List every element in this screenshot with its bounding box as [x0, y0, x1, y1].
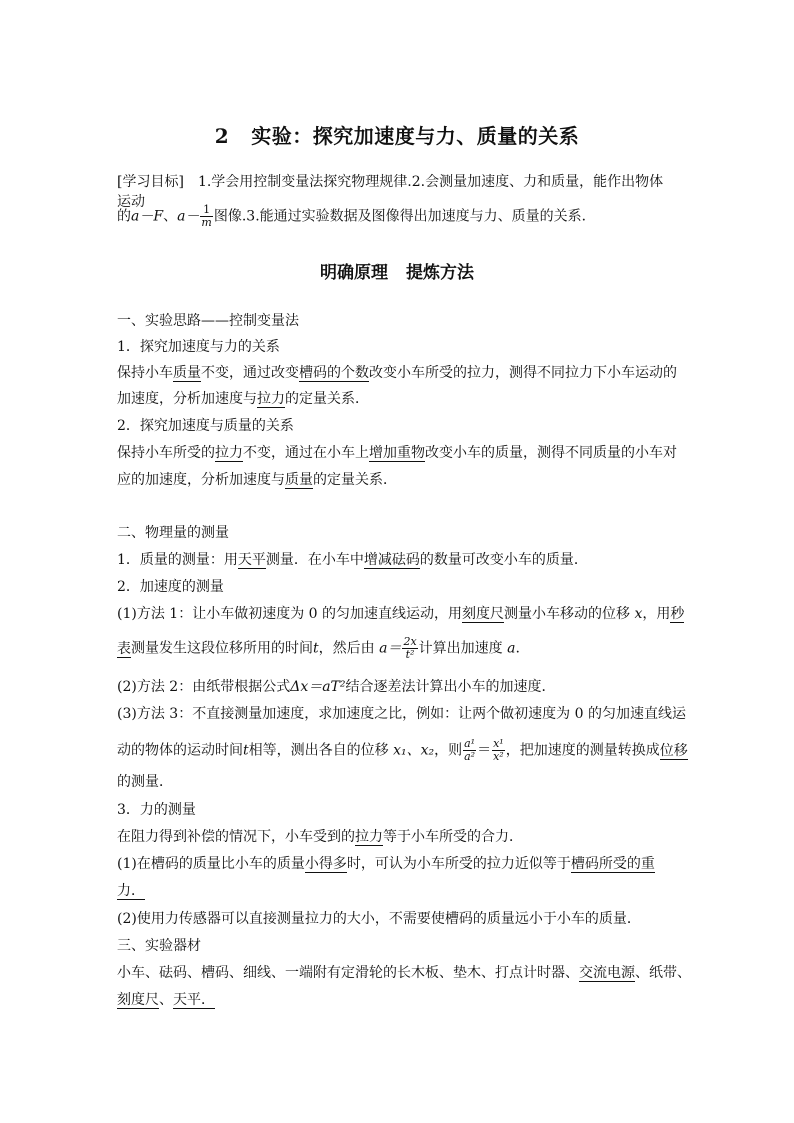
- method-1-line-1: (1)方法 1：让小车做初速度为 0 的匀加速直线运动，用刻度尺测量小车移动的位移 x，用秒: [117, 606, 685, 622]
- paragraph-line: 保持小车质量不变，通过改变槽码的个数改变小车所受的拉力，测得不同拉力下小车运动的: [117, 365, 677, 381]
- heading-equipment: 三、实验器材: [117, 938, 201, 954]
- page-title: [0, 120, 794, 149]
- heading-experiment-idea: 一、实验思路——控制变量法: [117, 313, 299, 329]
- force-item-2: (2)使用力传感器可以直接测量拉力的大小，不需要使槽码的质量远小于小车的质量．: [117, 911, 641, 927]
- learning-goal-label: [学习目标]: [117, 174, 184, 190]
- force-item-1-line-2: 力．: [117, 883, 145, 899]
- mass-measurement: 1．质量的测量：用天平测量．在小车中增减砝码的数量可改变小车的质量．: [117, 552, 588, 568]
- acceleration-measurement-title: 2．加速度的测量: [117, 579, 224, 595]
- fraction-one-over-m: $\frac{1}{m}$: [201, 203, 212, 229]
- paragraph-line: 保持小车所受的拉力不变，通过在小车上增加重物改变小车的质量，测得不同质量的小车对: [117, 445, 677, 461]
- fraction-2x-over-t2: $\frac{2x}{\text{t²}}$: [403, 635, 417, 661]
- paragraph-line: 在阻力得到补偿的情况下，小车受到的拉力等于小车所受的合力．: [117, 829, 523, 845]
- equipment-line-2: 刻度尺、天平．: [117, 992, 215, 1008]
- paragraph-line: 加速度，分析加速度与拉力的定量关系．: [117, 391, 369, 407]
- method-3-line-1: (3)方法 3：不直接测量加速度，求加速度之比，例如：让两个做初速度为 0 的匀加速直线运: [117, 706, 686, 722]
- force-item-1-line-1: (1)在槽码的质量比小车的质量小得多时，可认为小车所受的拉力近似等于槽码所受的重: [117, 856, 655, 872]
- heading-measurement: 二、物理量的测量: [117, 525, 229, 541]
- equipment-line-1: 小车、砝码、槽码、细线、一端附有定滑轮的长木板、垫木、打点计时器、交流电源、纸带、: [117, 965, 691, 981]
- method-3-line-3: 的测量．: [117, 774, 173, 790]
- method-2: (2)方法 2：由纸带根据公式Δx＝aT²结合逐差法计算出小车的加速度．: [117, 679, 556, 695]
- learning-goal-line-1: [学习目标] 1.学会用控制变量法探究物理规律.2.会测量加速度、力和质量，能作出物体运动: [117, 174, 664, 210]
- method-3-line-2: 动的物体的运动时间t相等，测出各自的位移 x₁、x₂，则 $\frac{\text{a¹}}{\text{a²}}$ ＝ $\frac{\text{x¹}}{\text{x²}}$ ，把加速度的测量转换成位移: [117, 737, 688, 763]
- title-text: 实验：探究加速度与力、质量的关系: [251, 124, 580, 148]
- item-accel-mass-title: 2．探究加速度与质量的关系: [117, 418, 294, 434]
- title-number: 2: [214, 124, 230, 148]
- fraction-a1-over-a2: $\frac{\text{a¹}}{\text{a²}}$: [464, 737, 476, 763]
- item-accel-force-title: 1．探究加速度与力的关系: [117, 339, 280, 355]
- fraction-x1-over-x2: $\frac{\text{x¹}}{\text{x²}}$: [493, 737, 504, 763]
- paragraph-line: 应的加速度，分析加速度与质量的定量关系．: [117, 472, 397, 488]
- section-title: 明确原理 提炼方法: [320, 263, 474, 283]
- force-measurement-title: 3．力的测量: [117, 802, 196, 818]
- method-1-line-2: 表测量发生这段位移所用的时间t，然后由 a＝ $\frac{2x}{\text{t²}}$ 计算出加速度 a.: [117, 635, 520, 661]
- learning-goal-line-2: 的a－F、a－ $\frac{1}{m}$ 图像.3.能通过实验数据及图像得出加速度与力、质量的关系．: [117, 203, 596, 229]
